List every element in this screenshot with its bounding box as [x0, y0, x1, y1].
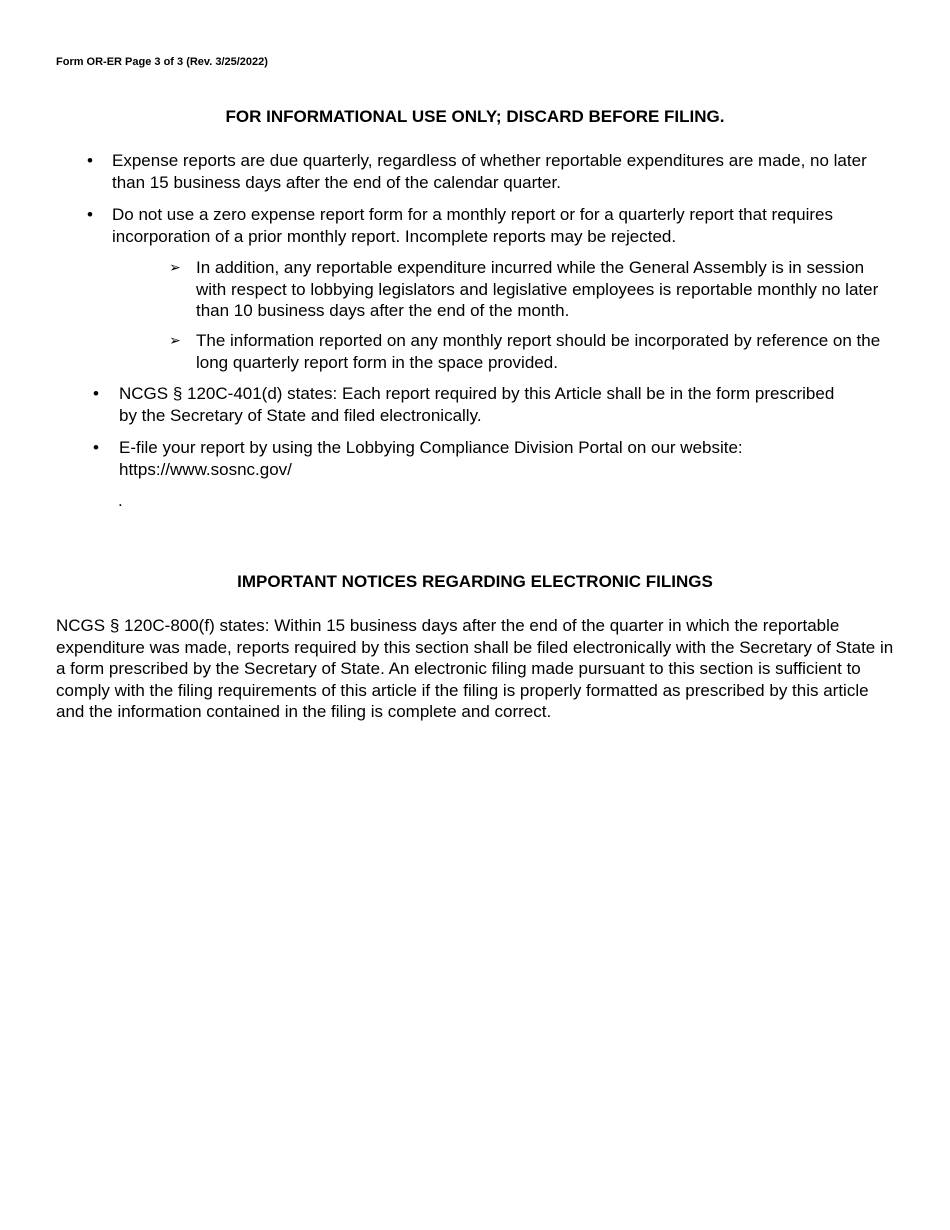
bullet-text: Do not use a zero expense report form for a monthly report or for a quarterly report that requires incorporation of a prior monthly report. Incomplete reports may be rejected. [112, 205, 833, 246]
electronic-filings-paragraph: NCGS § 120C-800(f) states: Within 15 business days after the end of the quarter in which the reportable expenditure was made, reports required by this section shall be filed electronically with the Secretary of State in a form prescribed by the Secretary of State. An electronic filing made pursuant to this section is sufficient to comply with the filing requirements of this article if the filing is properly formatted as prescribed by this article and the information contained in the filing is complete and correct. [56, 616, 894, 721]
bullet-text: NCGS § 120C-401(d) states: Each report required by this Article shall be in the form prescribed by the Secretary of State and filed electronically. [119, 384, 835, 425]
bullet-icon: • [93, 384, 99, 403]
bullet-icon: • [87, 205, 93, 224]
electronic-filings-heading: IMPORTANT NOTICES REGARDING ELECTRONIC FILINGS [237, 572, 713, 591]
sub-bullet-text: In addition, any reportable expenditure incurred while the General Assembly is in session with respect to lobbying legislators and legislative employees is reportable monthly no later than 10 business days after the end of the month. [196, 258, 879, 320]
bullet-icon: • [87, 151, 93, 170]
bullet-text: Expense reports are due quarterly, regardless of whether reportable expenditures are made, no later than 15 business days after the end of the calendar quarter. [112, 151, 867, 192]
trailing-period: . [118, 491, 123, 510]
informational-heading: FOR INFORMATIONAL USE ONLY; DISCARD BEFORE FILING. [225, 107, 725, 126]
arrow-bullet-icon: ➢ [169, 332, 181, 348]
bullet-text: E-file your report by using the Lobbying Compliance Division Portal on our website: https://www.sosnc.gov/ [119, 438, 743, 479]
form-header: Form OR-ER Page 3 of 3 (Rev. 3/25/2022) [56, 56, 268, 68]
sub-bullet-text: The information reported on any monthly report should be incorporated by reference on the long quarterly report form in the space provided. [196, 331, 881, 372]
arrow-bullet-icon: ➢ [169, 259, 181, 275]
bullet-icon: • [93, 438, 99, 457]
